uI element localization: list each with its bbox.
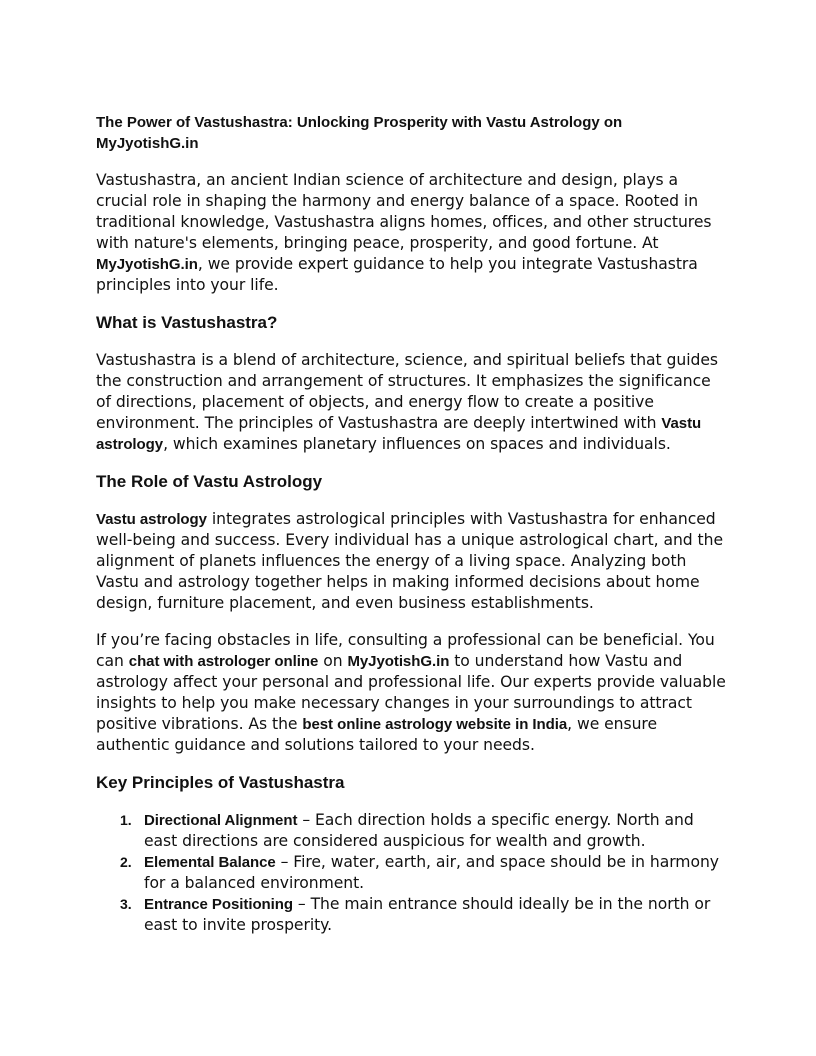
principles-list [96, 810, 726, 936]
list-number: 3. [120, 896, 132, 912]
role-paragraph-1 [96, 509, 726, 614]
list-item-bold: Elemental Balance [144, 854, 276, 871]
role-p2-bold-1: chat with astrologer online [128, 653, 319, 670]
intro-text-2: , we provide expert guidance to help you integrate Vastushastra principles into your life. [96, 255, 698, 294]
role-p2-text-3: to understand how Vastu and astrology affect your personal and professional life. Our experts provide valuable insights to help you make necessary changes in your surroundings to attract positive vibrations. As the [96, 652, 726, 733]
role-p2-text-4: , we ensure authentic guidance and solutions tailored to your needs. [96, 715, 657, 754]
section-heading-key-principles: Key Principles of Vastushastra [96, 773, 345, 792]
intro-brand: MyJyotishG.in [96, 256, 198, 273]
list-item-text: – The main entrance should ideally be in the north or east to invite prosperity. [144, 895, 711, 934]
list-item [96, 852, 726, 894]
list-item-text: – Each direction holds a specific energy. North and east directions are considered auspicious for wealth and growth. [144, 811, 694, 850]
intro-paragraph [96, 170, 726, 296]
what-is-bold: Vastu astrology [96, 415, 702, 453]
role-p2-text-2: on [318, 652, 348, 670]
section-heading-what-is: What is Vastushastra? [96, 313, 278, 332]
document-title: The Power of Vastushastra: Unlocking Prosperity with Vastu Astrology on MyJyotishG.in [96, 114, 623, 152]
list-number: 1. [120, 812, 132, 828]
list-item [96, 810, 726, 852]
list-item [96, 894, 726, 936]
intro-text-1: Vastushastra, an ancient Indian science of architecture and design, plays a crucial role in shaping the harmony and energy balance of a space. Rooted in traditional knowledge, Vastushastra aligns homes, offices, and other structures with nature's elements, bringing peace, prosperity, and good fortune. At [96, 171, 712, 252]
role-p1-bold: Vastu astrology [96, 511, 207, 528]
role-p1-text: integrates astrological principles with Vastushastra for enhanced well-being and success. Every individual has a unique astrological chart, and the alignment of planets influences the energy of a living space. Analyzing both Vastu and astrology together helps in making informed decisions about home design, furniture placement, and even business establishments. [96, 510, 723, 612]
document-page [96, 112, 726, 936]
role-p2-bold-3: best online astrology website in India [302, 716, 568, 733]
what-is-paragraph [96, 350, 726, 455]
role-p2-bold-2: MyJyotishG.in [347, 653, 450, 670]
list-number: 2. [120, 854, 132, 870]
role-p2-text-1: If you’re facing obstacles in life, consulting a professional can be beneficial. You can [96, 631, 715, 670]
list-item-bold: Directional Alignment [144, 812, 298, 829]
list-item-text: – Fire, water, earth, air, and space should be in harmony for a balanced environment. [144, 853, 719, 892]
list-item-bold: Entrance Positioning [144, 896, 294, 913]
what-is-text-1: Vastushastra is a blend of architecture, science, and spiritual beliefs that guides the construction and arrangement of structures. It emphasizes the significance of directions, placement of objects, and energy flow to create a positive environment. The principles of Vastushastra are deeply intertwined with [96, 351, 718, 432]
what-is-text-2: , which examines planetary influences on spaces and individuals. [163, 435, 671, 453]
role-paragraph-2 [96, 630, 726, 756]
section-heading-role: The Role of Vastu Astrology [96, 472, 323, 491]
